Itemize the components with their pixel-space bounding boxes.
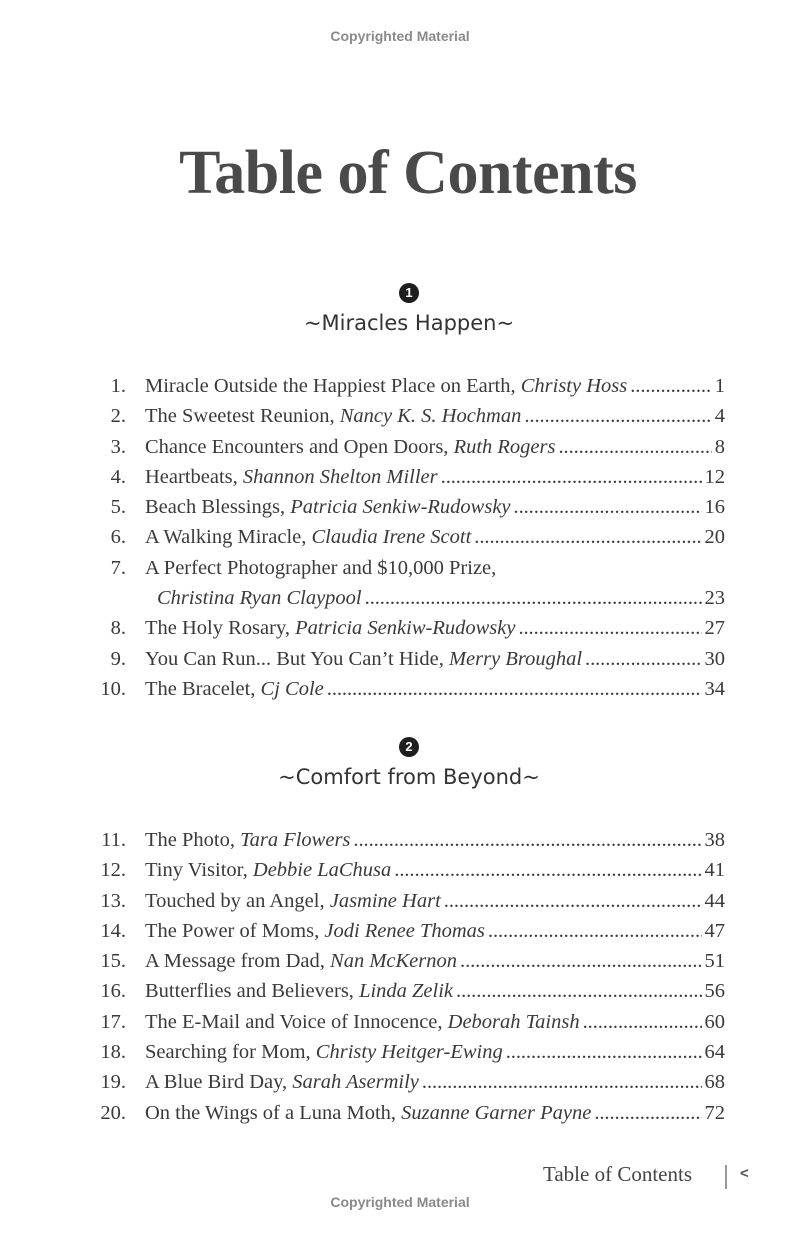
entry-author: Christy Hoss bbox=[520, 375, 628, 397]
entry-title: Searching for Mom, bbox=[145, 1041, 316, 1064]
entry-number: 19. bbox=[100, 1071, 126, 1094]
entry-page: 1 bbox=[714, 375, 725, 397]
entry-author: Suzanne Garner Payne bbox=[401, 1101, 592, 1124]
entry-title: Miracle Outside the Happiest Place on Earth, bbox=[145, 375, 521, 397]
page-number: < bbox=[740, 1165, 749, 1182]
toc-entry-continuation bbox=[90, 583, 725, 613]
dot-leader bbox=[441, 462, 702, 492]
dot-leader bbox=[365, 583, 702, 613]
dot-leader bbox=[444, 886, 702, 916]
entry-author: Sarah Asermily bbox=[292, 1071, 419, 1094]
dot-leader bbox=[422, 1067, 702, 1097]
entry-number: 6. bbox=[110, 526, 126, 549]
entry-number: 12. bbox=[100, 859, 126, 882]
section-number-badge: 1 bbox=[399, 283, 419, 303]
toc-entry[interactable] bbox=[90, 916, 725, 946]
toc-entry[interactable] bbox=[90, 886, 725, 916]
entry-title: A Perfect Photographer and $10,000 Prize, bbox=[145, 556, 497, 579]
entry-number: 1. bbox=[110, 375, 126, 397]
dot-leader bbox=[594, 1098, 701, 1128]
entry-text bbox=[145, 1067, 419, 1097]
entry-page: 47 bbox=[704, 919, 725, 942]
entry-text bbox=[145, 613, 515, 643]
dot-leader bbox=[488, 916, 702, 946]
entry-author: Ruth Rogers bbox=[453, 435, 556, 458]
entry-number: 7. bbox=[110, 556, 126, 579]
entry-page: 44 bbox=[704, 889, 725, 912]
entry-text bbox=[157, 583, 362, 613]
entry-page: 27 bbox=[704, 617, 725, 640]
dot-leader bbox=[506, 1037, 702, 1067]
entry-author: Patricia Senkiw-Rudowsky bbox=[295, 617, 516, 640]
dot-leader bbox=[518, 613, 701, 643]
entry-text bbox=[145, 825, 350, 855]
entry-title: Tiny Visitor, bbox=[145, 859, 253, 882]
section-number-badge: 2 bbox=[399, 737, 419, 757]
section-heading: ~Miracles Happen~ bbox=[303, 311, 515, 335]
entry-text bbox=[145, 371, 627, 401]
entry-author: Tara Flowers bbox=[240, 829, 351, 851]
entry-page: 72 bbox=[704, 1101, 725, 1124]
dot-leader bbox=[456, 976, 701, 1006]
entry-text bbox=[145, 855, 391, 885]
entry-page: 34 bbox=[704, 677, 725, 700]
toc-entry[interactable] bbox=[90, 674, 725, 704]
section-heading: ~Comfort from Beyond~ bbox=[278, 765, 540, 789]
entry-author: Jodi Renee Thomas bbox=[324, 919, 485, 942]
entry-text bbox=[145, 553, 496, 583]
dot-leader bbox=[524, 401, 711, 431]
entry-text bbox=[145, 492, 511, 522]
entry-number: 4. bbox=[110, 465, 126, 488]
entry-text bbox=[145, 462, 438, 492]
toc-list-section-1 bbox=[90, 371, 725, 704]
entry-page: 64 bbox=[704, 1041, 725, 1064]
entry-title: The Power of Moms, bbox=[145, 919, 325, 942]
entry-text bbox=[145, 916, 485, 946]
entry-title: A Message from Dad, bbox=[145, 950, 331, 973]
dot-leader bbox=[585, 644, 701, 674]
entry-title: On the Wings of a Luna Moth, bbox=[145, 1101, 402, 1124]
entry-number: 18. bbox=[100, 1041, 126, 1064]
entry-author: Shannon Shelton Miller bbox=[242, 465, 438, 488]
entry-text bbox=[145, 1007, 580, 1037]
entry-text bbox=[145, 976, 453, 1006]
entry-title: The Sweetest Reunion, bbox=[145, 405, 340, 428]
toc-entry[interactable] bbox=[90, 946, 725, 976]
toc-entry[interactable] bbox=[90, 432, 725, 462]
toc-entry[interactable] bbox=[90, 855, 725, 885]
entry-author: Merry Broughal bbox=[448, 647, 583, 670]
page-title: Table of Contents bbox=[179, 139, 637, 207]
entry-text bbox=[145, 674, 324, 704]
entry-number: 10. bbox=[100, 677, 126, 700]
entry-page: 56 bbox=[704, 980, 725, 1003]
entry-number: 13. bbox=[100, 889, 126, 912]
toc-entry[interactable] bbox=[90, 1067, 725, 1097]
entry-title: Touched by an Angel, bbox=[145, 889, 330, 912]
entry-author: Claudia Irene Scott bbox=[311, 526, 472, 549]
toc-entry[interactable] bbox=[90, 401, 725, 431]
entry-text bbox=[145, 432, 555, 462]
toc-entry[interactable] bbox=[90, 553, 725, 583]
entry-page: 12 bbox=[704, 465, 725, 488]
entry-title: A Blue Bird Day, bbox=[145, 1071, 293, 1094]
entry-page: 20 bbox=[704, 526, 725, 549]
entry-author: Jasmine Hart bbox=[329, 889, 441, 912]
entry-title: The Bracelet, bbox=[145, 677, 261, 700]
dot-leader bbox=[394, 855, 701, 885]
entry-text bbox=[145, 886, 441, 916]
entry-page: 16 bbox=[704, 496, 725, 519]
entry-author: Nancy K. S. Hochman bbox=[339, 405, 522, 428]
toc-entry[interactable] bbox=[90, 644, 725, 674]
entry-title: Chance Encounters and Open Doors, bbox=[145, 435, 454, 458]
entry-number: 17. bbox=[100, 1010, 126, 1033]
entry-number: 9. bbox=[110, 647, 126, 670]
entry-author: Patricia Senkiw-Rudowsky bbox=[290, 496, 511, 519]
entry-author: Nan McKernon bbox=[330, 950, 458, 973]
entry-page: 30 bbox=[704, 647, 725, 670]
entry-title: The Photo, bbox=[145, 829, 241, 851]
entry-number: 15. bbox=[100, 950, 126, 973]
entry-number: 16. bbox=[100, 980, 126, 1003]
entry-title: Butterflies and Believers, bbox=[145, 980, 360, 1003]
toc-entry[interactable] bbox=[90, 1007, 725, 1037]
toc-entry[interactable] bbox=[90, 492, 725, 522]
dot-leader bbox=[327, 674, 702, 704]
entry-text bbox=[145, 946, 457, 976]
dot-leader bbox=[353, 825, 701, 855]
toc-entry[interactable] bbox=[90, 613, 725, 643]
running-head: Table of Contents bbox=[543, 1162, 692, 1186]
entry-number: 3. bbox=[110, 435, 126, 458]
entry-title: Beach Blessings, bbox=[145, 496, 291, 519]
dot-leader bbox=[583, 1007, 702, 1037]
toc-list-section-2 bbox=[90, 825, 725, 1128]
entry-title: The E-Mail and Voice of Innocence, bbox=[145, 1010, 448, 1033]
entry-text bbox=[145, 1098, 591, 1128]
entry-author: Linda Zelik bbox=[359, 980, 454, 1003]
entry-text bbox=[145, 644, 582, 674]
entry-author: Deborah Tainsh bbox=[447, 1010, 580, 1033]
entry-page: 60 bbox=[704, 1010, 725, 1033]
dot-leader bbox=[630, 371, 712, 401]
entry-author: Christy Heitger-Ewing bbox=[315, 1041, 503, 1064]
toc-entry[interactable] bbox=[90, 371, 725, 401]
entry-text bbox=[145, 522, 471, 552]
entry-author: Cj Cole bbox=[260, 677, 324, 700]
entry-number: 20. bbox=[100, 1101, 126, 1124]
entry-page: 8 bbox=[714, 435, 725, 458]
entry-number: 11. bbox=[101, 829, 126, 851]
entry-author: Christina Ryan Claypool bbox=[157, 587, 362, 610]
entry-number: 2. bbox=[110, 405, 126, 428]
entry-number: 5. bbox=[110, 496, 126, 519]
toc-entry[interactable] bbox=[90, 1098, 725, 1128]
dot-leader bbox=[474, 522, 701, 552]
entry-page: 4 bbox=[714, 405, 725, 428]
entry-page: 68 bbox=[704, 1071, 725, 1094]
copyright-watermark-bottom: Copyrighted Material bbox=[330, 1194, 470, 1210]
entry-title: Heartbeats, bbox=[145, 465, 243, 488]
entry-page: 23 bbox=[704, 587, 725, 610]
entry-author: Debbie LaChusa bbox=[252, 859, 392, 882]
toc-entry[interactable] bbox=[90, 522, 725, 552]
toc-entry[interactable] bbox=[90, 825, 725, 855]
entry-title: You Can Run... But You Can’t Hide, bbox=[145, 647, 449, 670]
toc-entry[interactable] bbox=[90, 976, 725, 1006]
copyright-watermark-top: Copyrighted Material bbox=[330, 28, 470, 44]
entry-number: 14. bbox=[100, 919, 126, 942]
dot-leader bbox=[558, 432, 711, 462]
entry-title: A Walking Miracle, bbox=[145, 526, 312, 549]
entry-page: 41 bbox=[704, 859, 725, 882]
toc-entry[interactable] bbox=[90, 462, 725, 492]
dot-leader bbox=[460, 946, 701, 976]
entry-page: 38 bbox=[704, 829, 725, 851]
toc-entry[interactable] bbox=[90, 1037, 725, 1067]
entry-title: The Holy Rosary, bbox=[145, 617, 296, 640]
dot-leader bbox=[514, 492, 702, 522]
entry-page: 51 bbox=[704, 950, 725, 973]
entry-number: 8. bbox=[110, 617, 126, 640]
entry-text bbox=[145, 401, 521, 431]
entry-text bbox=[145, 1037, 503, 1067]
footer-divider bbox=[725, 1165, 727, 1189]
